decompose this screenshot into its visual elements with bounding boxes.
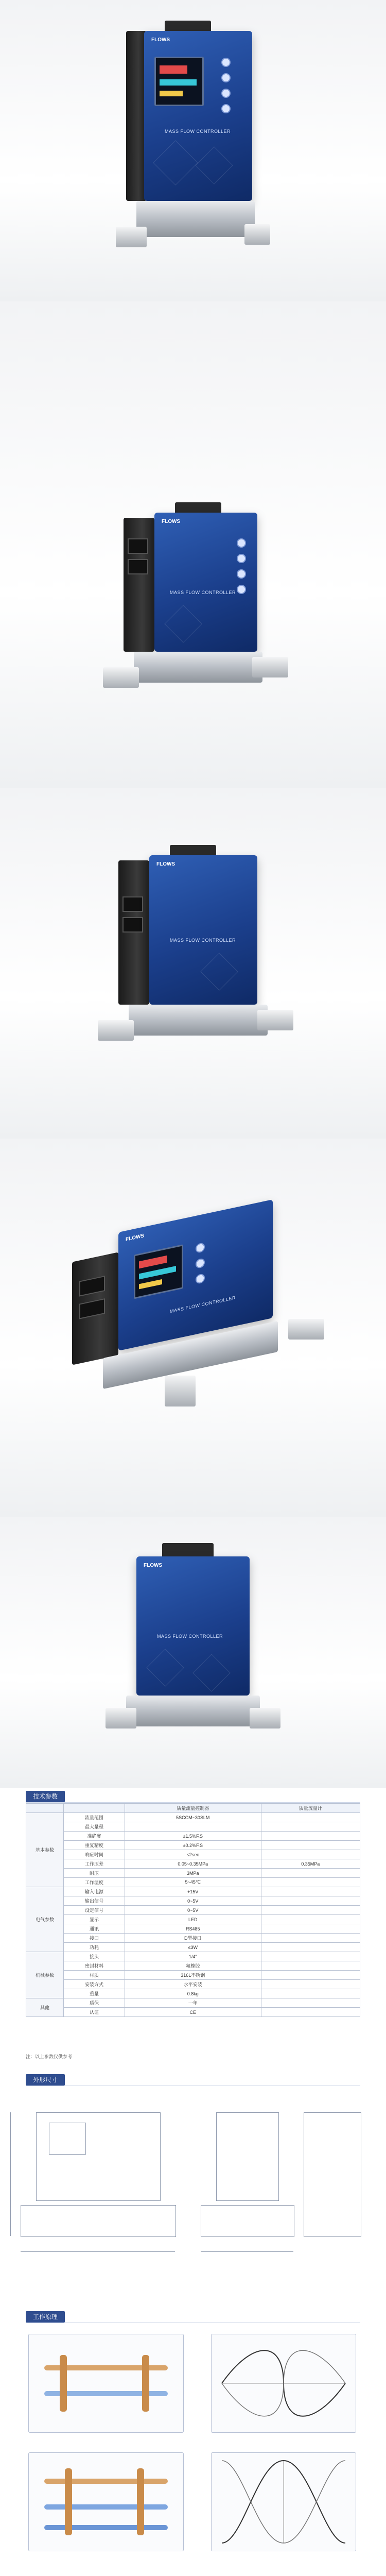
spec-cell: 0~5V (125, 1896, 261, 1906)
product-photo-4 (0, 1139, 386, 1517)
spec-cell: 认证 (64, 2008, 125, 2017)
device-base (136, 201, 255, 237)
spec-header-cell (26, 1804, 64, 1813)
spec-cell (261, 1896, 360, 1906)
spec-cell (261, 1934, 360, 1943)
spec-cell: 输出信号 (64, 1896, 125, 1906)
dimension-drawing (0, 2066, 386, 2303)
spec-cell: 重复精度 (64, 1841, 125, 1850)
spec-cell: 0.35MPa (261, 1859, 360, 1869)
spec-cell: LED (125, 1915, 261, 1924)
table-row (26, 1998, 360, 2008)
principle-title: 工作原理 (26, 2311, 65, 2323)
spec-cell (261, 1989, 360, 1998)
spec-cell (261, 1943, 360, 1952)
table-row (26, 1906, 360, 1915)
device-image: FLOWS MASS FLOW CONTROLLER (62, 1206, 329, 1422)
device-button (221, 89, 231, 98)
spec-cell: 流量范围 (64, 1813, 125, 1822)
principle-curve-2 (211, 2452, 356, 2551)
spec-cell: 接头 (64, 1952, 125, 1961)
dimension-title: 外形尺寸 (26, 2074, 65, 2086)
product-photo-1 (0, 0, 386, 301)
spec-cell: 0.8kg (125, 1989, 261, 1998)
table-row (26, 1961, 360, 1971)
spec-cell: 一年 (125, 1998, 261, 2008)
table-row (26, 1943, 360, 1952)
spec-cell: 安装方式 (64, 1980, 125, 1989)
spec-cell: 响应时间 (64, 1850, 125, 1859)
device-button (221, 73, 231, 82)
spec-cell: 氟橡胶 (125, 1961, 261, 1971)
spec-group-cell: 机械参数 (26, 1952, 64, 1998)
device-button (221, 104, 231, 113)
spec-cell: ±1.5%F.S (125, 1832, 261, 1841)
device-image (116, 21, 270, 268)
spec-cell: ±0.2%F.S (125, 1841, 261, 1850)
spec-cell (261, 1915, 360, 1924)
device-label: MASS FLOW CONTROLLER (165, 129, 231, 134)
device-image: FLOWS MASS FLOW CONTROLLER (106, 1543, 280, 1770)
spec-cell: 显示 (64, 1915, 125, 1924)
spec-cell (261, 1980, 360, 1989)
spec-cell: 0.05~0.35MPa (125, 1859, 261, 1869)
spec-cell: 5SCCM~30SLM (125, 1813, 261, 1822)
side-view (216, 2112, 279, 2201)
spec-cell: 3MPa (125, 1869, 261, 1878)
table-row (26, 1989, 360, 1998)
spec-cell (261, 1869, 360, 1878)
spec-header-cell (64, 1804, 125, 1813)
top-view (304, 2112, 361, 2237)
principle-section (0, 2303, 386, 2576)
spec-cell: 重量 (64, 1989, 125, 1998)
spec-title: 技术参数 (26, 1791, 65, 1802)
table-row (26, 1896, 360, 1906)
table-row (26, 1813, 360, 1822)
table-row (26, 1980, 360, 1989)
table-row (26, 1934, 360, 1943)
table-row (26, 1952, 360, 1961)
device-front-panel (144, 31, 252, 201)
spec-cell (261, 1822, 360, 1832)
spec-cell (125, 1822, 261, 1832)
spec-cell (261, 2008, 360, 2017)
spec-table (26, 1803, 360, 2017)
spec-cell (261, 1878, 360, 1887)
device-display (154, 57, 204, 106)
spec-cell: 工作压差 (64, 1859, 125, 1869)
product-photo-5 (0, 1517, 386, 1788)
principle-diagram-2 (28, 2452, 184, 2551)
product-photo-2 (0, 301, 386, 788)
spec-cell (261, 1887, 360, 1896)
spec-cell: ≤2sec (125, 1850, 261, 1859)
spec-cell: 最大量程 (64, 1822, 125, 1832)
table-row (26, 1822, 360, 1832)
spec-cell: 通讯 (64, 1924, 125, 1934)
spec-cell (261, 1924, 360, 1934)
spec-cell (261, 1832, 360, 1841)
table-row (26, 1915, 360, 1924)
spec-cell (261, 1906, 360, 1915)
spec-footer: 注：以上参数仅供参考 (26, 2054, 73, 2059)
spec-cell: 耐压 (64, 1869, 125, 1878)
spec-cell: 316L不锈钢 (125, 1971, 261, 1980)
spec-group-cell: 电气参数 (26, 1887, 64, 1952)
spec-cell: 质保 (64, 1998, 125, 2008)
spec-cell (261, 1998, 360, 2008)
spec-cell: 功耗 (64, 1943, 125, 1952)
device-brand: FLOWS (151, 37, 170, 43)
spec-cell (261, 1850, 360, 1859)
spec-header-row (26, 1804, 360, 1813)
principle-diagram-1 (28, 2334, 184, 2433)
spec-cell: 设定信号 (64, 1906, 125, 1915)
spec-cell: 1/4" (125, 1952, 261, 1961)
spec-cell (261, 1813, 360, 1822)
spec-cell (261, 1841, 360, 1850)
device-side (126, 31, 147, 201)
spec-cell: D型接口 (125, 1934, 261, 1943)
device-fitting (244, 224, 270, 245)
table-row (26, 1878, 360, 1887)
table-row (26, 1887, 360, 1896)
device-image: FLOWS MASS FLOW CONTROLLER (103, 502, 288, 719)
spec-cell: ≤3W (125, 1943, 261, 1952)
spec-header-cell: 质量流量计 (261, 1804, 360, 1813)
device-image: FLOWS MASS FLOW CONTROLLER (98, 845, 293, 1092)
table-row (26, 1850, 360, 1859)
spec-cell: 准确度 (64, 1832, 125, 1841)
spec-cell: 水平安装 (125, 1980, 261, 1989)
spec-cell: 接口 (64, 1934, 125, 1943)
spec-cell (261, 1971, 360, 1980)
spec-cell: 工作温度 (64, 1878, 125, 1887)
table-row (26, 1859, 360, 1869)
product-photo-3 (0, 788, 386, 1139)
spec-group-cell: 其他 (26, 1998, 64, 2017)
table-row (26, 1869, 360, 1878)
spec-cell: RS485 (125, 1924, 261, 1934)
spec-cell: 材质 (64, 1971, 125, 1980)
spec-cell (261, 1961, 360, 1971)
table-row (26, 1971, 360, 1980)
table-row (26, 1841, 360, 1850)
spec-cell: CE (125, 2008, 261, 2017)
principle-curve-1 (211, 2334, 356, 2433)
table-row (26, 1832, 360, 1841)
spec-cell: 输入电源 (64, 1887, 125, 1896)
device-fitting (116, 227, 147, 247)
spec-cell (261, 1952, 360, 1961)
device-button (221, 58, 231, 67)
spec-cell: 0~5V (125, 1906, 261, 1915)
spec-cell: 密封材料 (64, 1961, 125, 1971)
spec-sheet (0, 1788, 386, 2066)
spec-header-cell: 质量流量控制器 (125, 1804, 261, 1813)
spec-group-cell: 基本参数 (26, 1813, 64, 1887)
table-row (26, 1924, 360, 1934)
spec-cell: 5~45℃ (125, 1878, 261, 1887)
table-row (26, 2008, 360, 2017)
spec-cell: +15V (125, 1887, 261, 1896)
